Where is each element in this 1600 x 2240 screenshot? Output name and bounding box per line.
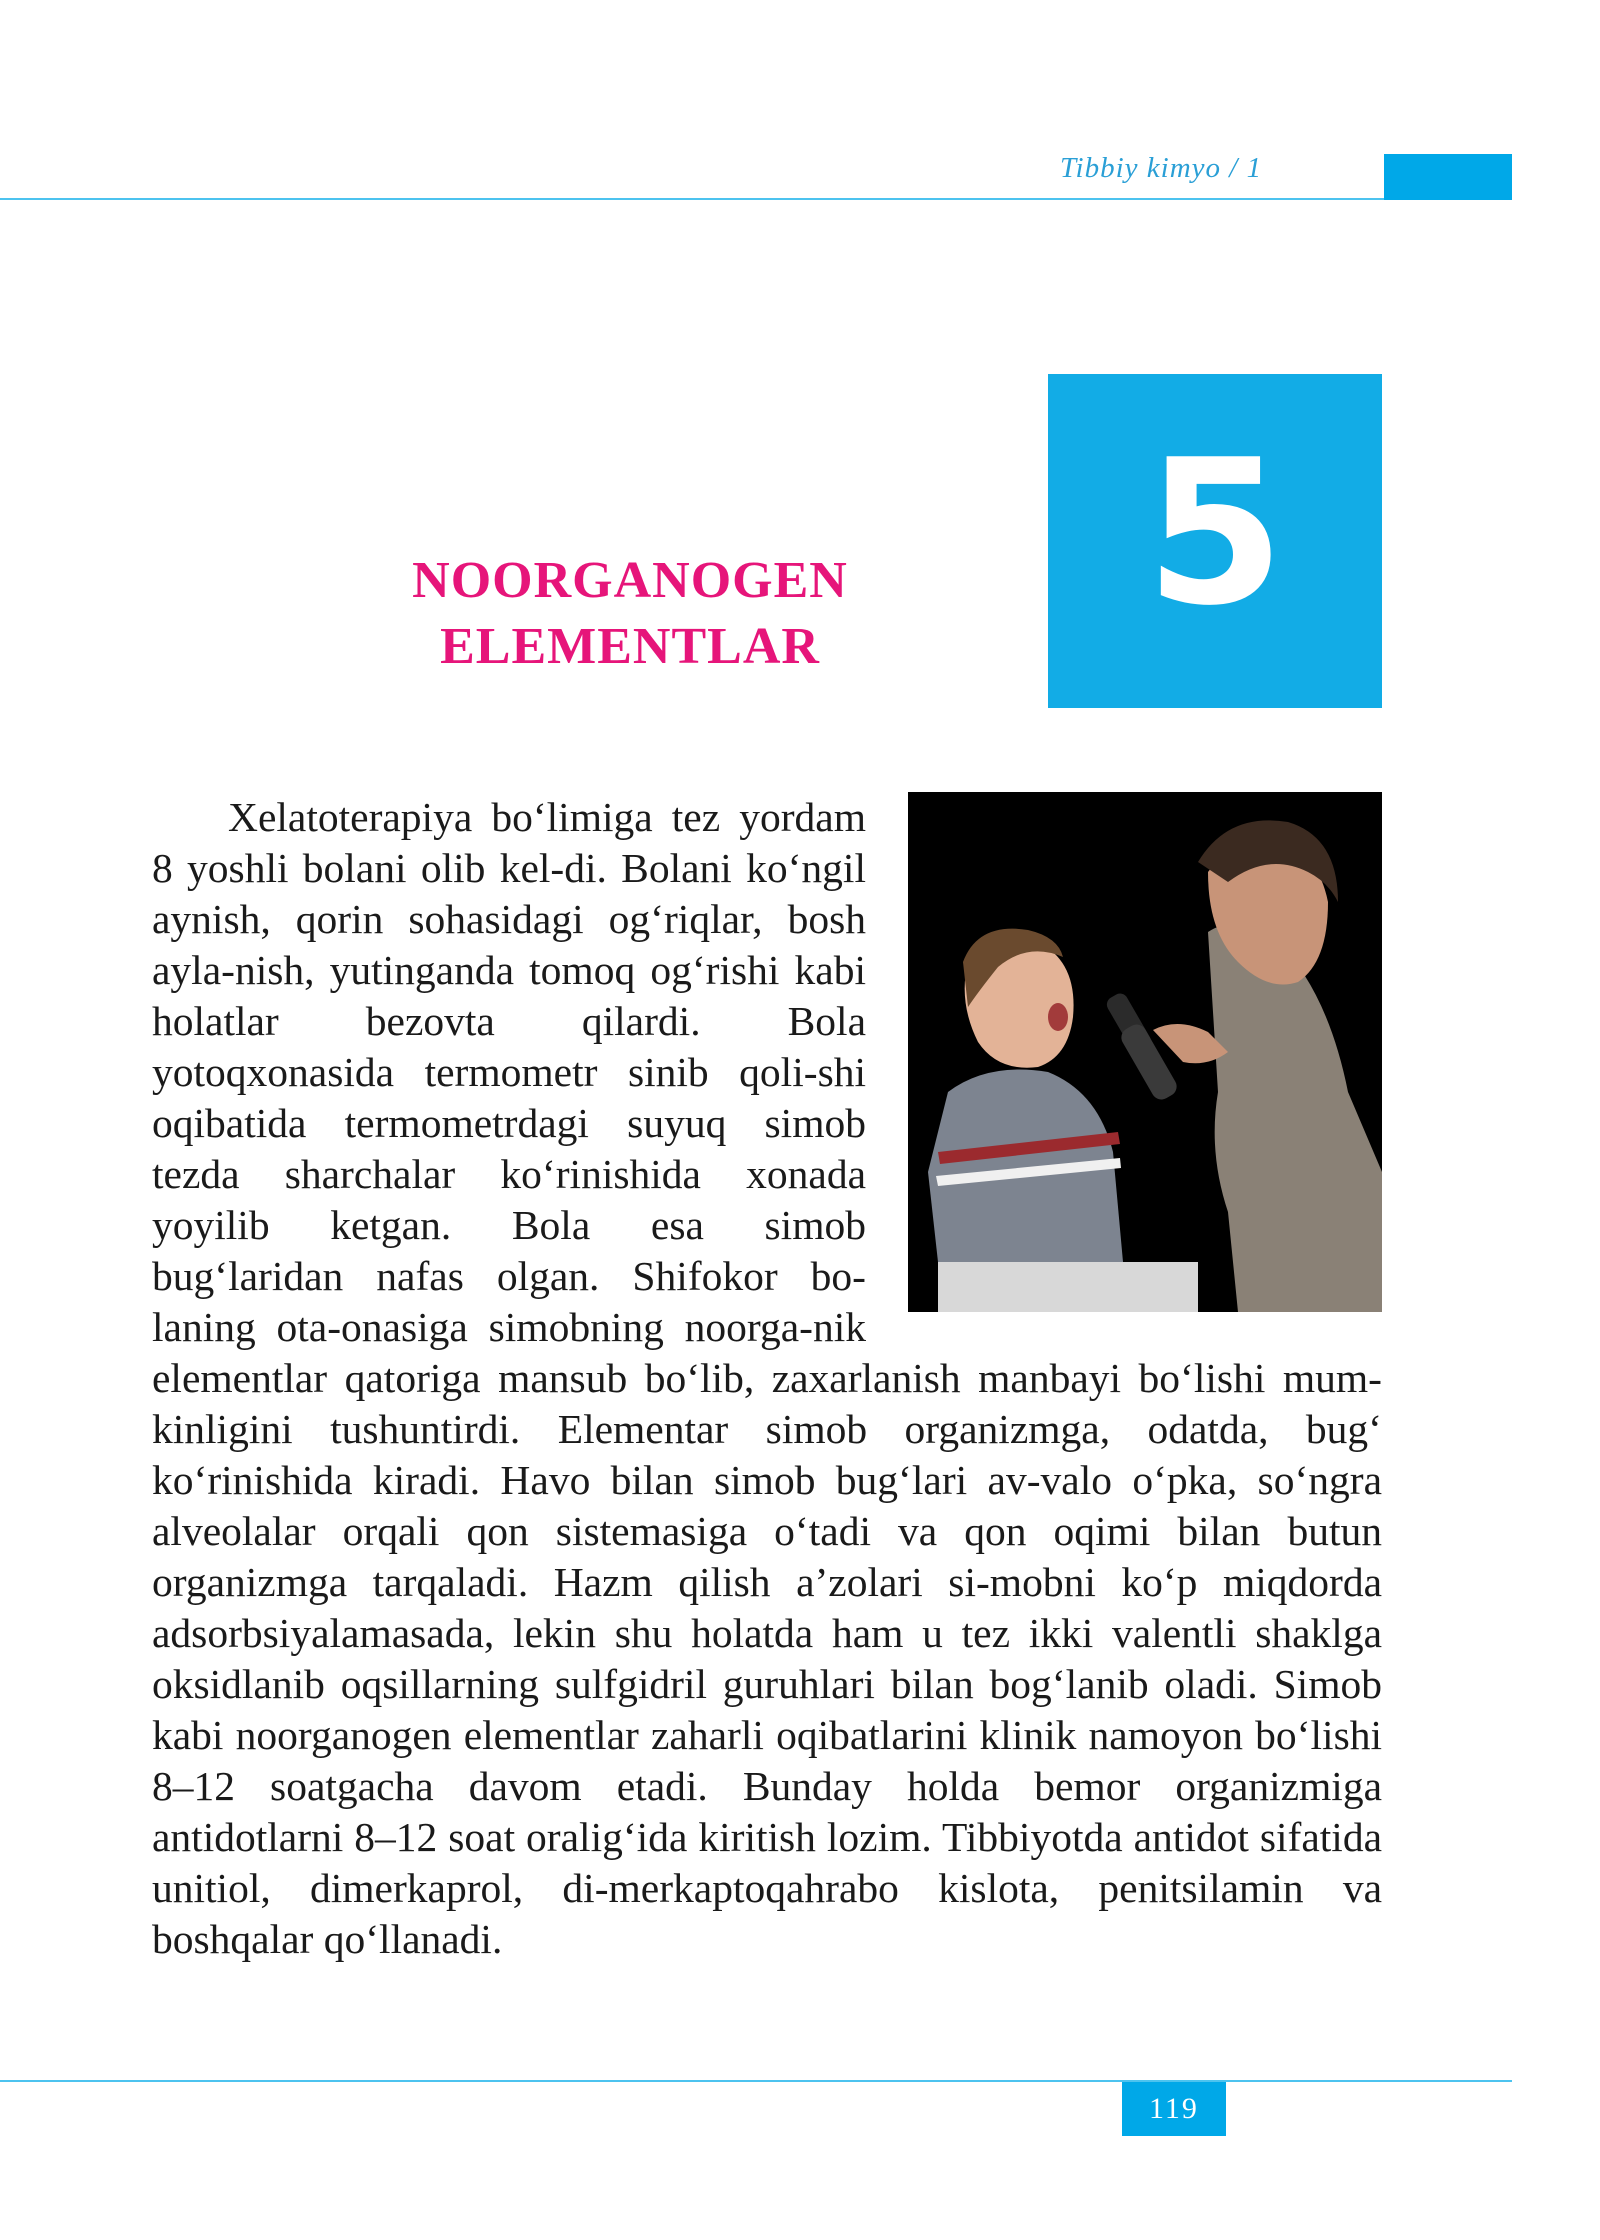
body-text [152, 792, 1382, 1965]
chapter-number-box [1048, 374, 1382, 708]
header-rule [0, 198, 1512, 200]
header-color-block [1384, 154, 1512, 200]
page-number-box [1122, 2082, 1226, 2136]
doctor-examining-child-photo [908, 792, 1382, 1312]
chapter-title [330, 548, 930, 680]
running-title: Tibbiy kimyo / 1 [1060, 152, 1263, 184]
chapter-number: 5 [1145, 417, 1285, 650]
body-paragraph: Xelatoterapiya bo‘limiga tez yordam 8 yoshli bolani olib kel-di. Bolani ko‘ngil aynish, qorin sohasidagi og‘riqlar, bosh ayla-nish, yutinganda tomoq og‘rishi kabi holatlar bezovta qilardi. Bola yotoqxonasida termometr sinib qoli-shi oqibatida termometrdagi suyuq simob tezda sharchalar ko‘rinishida xonada yoyilib ketgan. Bola esa simob bug‘laridan nafas olgan. Shifokor bo-laning ota-onasiga simobning noorga-nik elementlar qatoriga mansub bo‘lib, zaxarlanish manbayi bo‘lishi mum-kinligini tushuntirdi. Elementar simob organizmga, odatda, bug‘ ko‘rinishida kiradi. Havo bilan simob bug‘lari av-valo o‘pka, so‘ngra alveolalar orqali qon sistemasiga o‘tadi va qon oqimi bilan butun organizmga tarqaladi. Hazm qilish a’zolari si-mobni ko‘p miqdorda adsorbsiyalamasada, lekin shu holatda ham u tez ikki valentli shaklga oksidlanib oqsillarning sulfgidril guruhlari bilan bog‘lanib oladi. Simob kabi noorganogen elementlar zaharli oqibatlarini klinik namoyon bo‘lishi 8–12 soatgacha davom etadi. Bunday holda bemor organizmiga antidotlarni 8–12 soat oralig‘ida kiritish lozim. Tibbiyotda antidot sifatida unitiol, dimerkaprol, di-merkaptoqahrabo kislota, penitsilamin va boshqalar qo‘llanadi. [152, 794, 1382, 1962]
chapter-title-line2: ELEMENTLAR [440, 618, 820, 675]
photo-illustration [908, 792, 1382, 1312]
page-number: 119 [1149, 2092, 1199, 2125]
chapter-title-line1: NOORGANOGEN [412, 552, 848, 609]
footer-rule [0, 2080, 1512, 2082]
